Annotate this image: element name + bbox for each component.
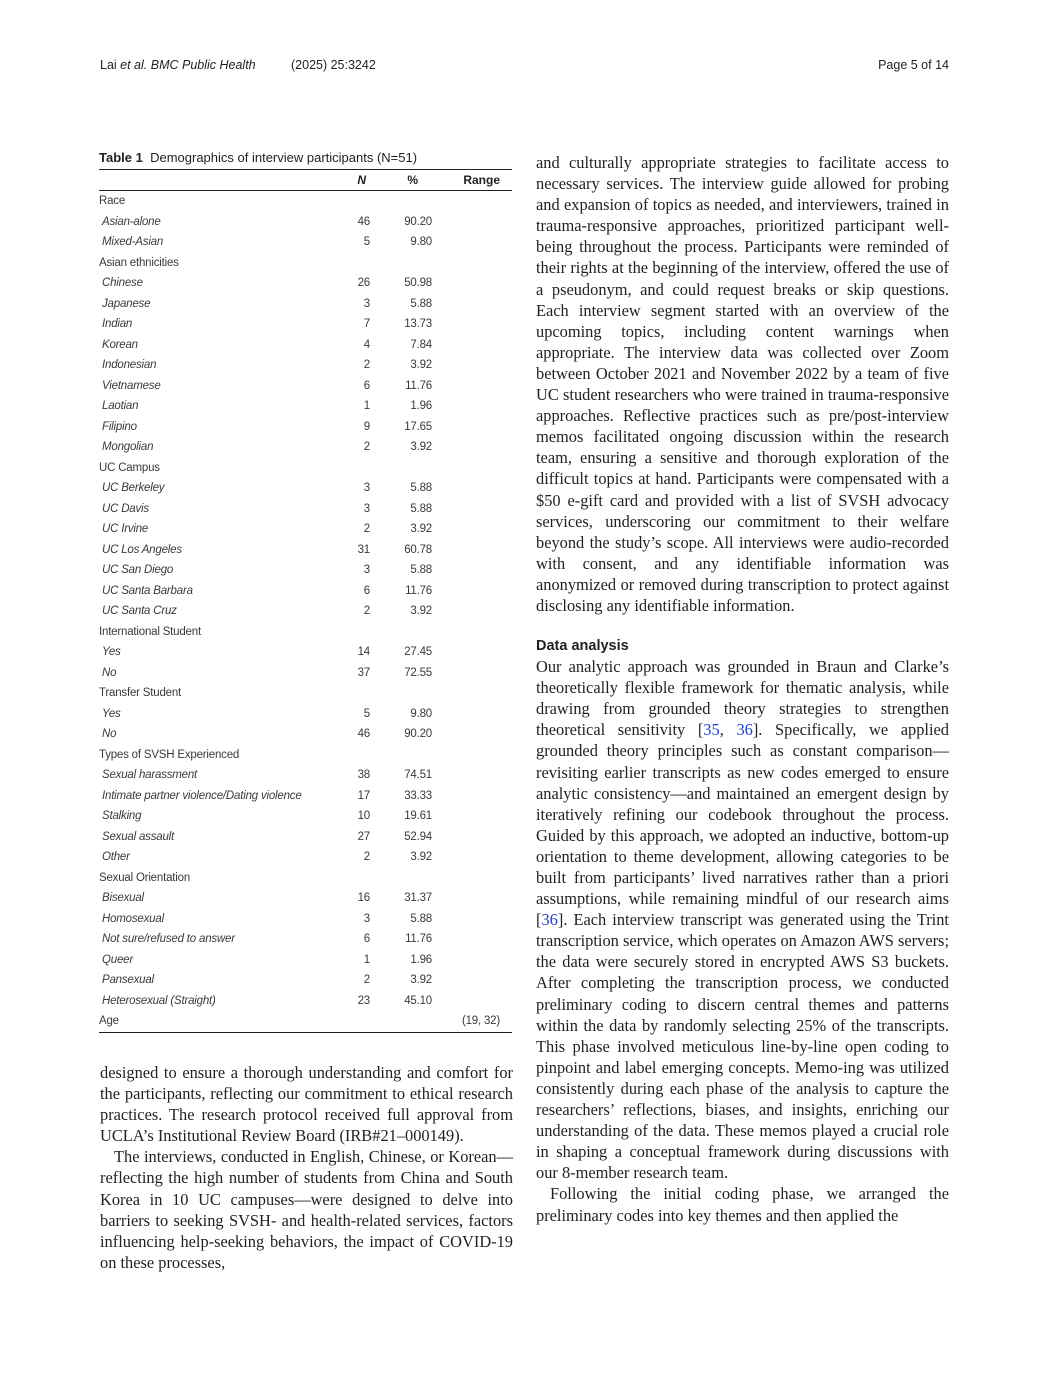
table-row — [99, 991, 512, 1012]
table-row — [99, 847, 512, 868]
cell-label: Bisexual — [102, 892, 144, 905]
cell-n — [340, 191, 370, 212]
paragraph: Following the initial coding phase, we arranged the preliminary codes into key themes and then applied the — [536, 1184, 949, 1225]
cell-label: Indonesian — [102, 359, 157, 372]
table-row — [99, 519, 512, 540]
cell-range — [432, 273, 512, 294]
cell-range — [432, 950, 512, 971]
cell-n: 3 — [363, 564, 370, 577]
cell-label: Queer — [102, 953, 133, 966]
cell-label: Korean — [102, 338, 138, 351]
cell-n: 31 — [357, 543, 370, 556]
cell-n: 2 — [363, 359, 370, 372]
cell-label: Japanese — [102, 297, 151, 310]
table-row — [99, 294, 512, 315]
cell-label: Age — [99, 1011, 340, 1032]
cell-range — [432, 437, 512, 458]
cell-label: Types of SVSH Experienced — [99, 748, 240, 761]
table-row — [99, 581, 512, 602]
volume-info: (2025) 25:3242 — [291, 58, 376, 72]
journal-citation: Lai et al. BMC Public Health — [100, 58, 256, 72]
cell-percent: 3.92 — [410, 441, 432, 454]
cell-percent: 11.76 — [405, 584, 432, 597]
table-row — [99, 704, 512, 725]
cell-percent: 9.80 — [410, 707, 432, 720]
left-column-text — [100, 1062, 513, 1273]
table-row — [99, 642, 512, 663]
cell-range — [432, 314, 512, 335]
table-row — [99, 376, 512, 397]
paragraph: Our analytic approach was grounded in Braun and Clarke’s theoretically flexible framework for thematic analysis, while drawing from grounded theory strategies to strengthen theoretical sensitivity [35, 36]. Specifically, we applied grounded theory principles such as constant comparison—revisiting earlier transcripts as new codes emerged to ensure analytic consistency—and maintained an emergent design by iteratively refining our codebook throughout the process. Guided by this approach, we adopted an inductive, bottom-up orientation to theme development, allowing categories to be built from participants’ lived narratives rather than a priori assumptions, while remaining mindful of our research aims [36]. Each interview transcript was generated using the Trint transcription service, which operates on Amazon AWS servers; the data were securely stored in encrypted AWS S3 buckets. After completing the transcription process, we conducted preliminary coding to discern central themes and patterns within the data by randomly selecting 25% of the transcripts. This phase involved meticulous line-by-line open coding to pinpoint and label emerging concepts. Memo-ing was utilized consistently during each phase of the analysis to capture the researchers’ reflections, biases, and insights, enriching our understanding of the data. These memos played a crucial role in shaping a conceptual framework during discussions with our 8-member research team. — [536, 657, 949, 1183]
cell-label: Intimate partner violence/Dating violence — [102, 789, 302, 802]
citation-link[interactable]: 36 — [541, 910, 558, 930]
cell-label: UC Santa Barbara — [102, 584, 193, 597]
cell-n: 7 — [363, 318, 370, 331]
cell-label: Heterosexual (Straight) — [102, 994, 216, 1007]
header-empty — [99, 170, 340, 191]
cell-percent — [370, 253, 432, 274]
table-row — [99, 950, 512, 971]
table-row — [99, 806, 512, 827]
cell-range — [432, 724, 512, 745]
header-range: Range — [432, 170, 512, 191]
cell-n — [340, 458, 370, 479]
cell-label: Mongolian — [102, 441, 154, 454]
cell-percent — [370, 745, 432, 766]
cell-label: Not sure/refused to answer — [102, 933, 235, 946]
table-row — [99, 909, 512, 930]
cell-percent: 9.80 — [410, 236, 432, 249]
cell-percent: 90.20 — [404, 728, 432, 741]
cell-range — [432, 335, 512, 356]
table-row — [99, 335, 512, 356]
cell-percent: 27.45 — [404, 646, 432, 659]
right-column-text — [536, 152, 949, 1226]
cell-percent: 72.55 — [404, 666, 432, 679]
cell-percent: 5.88 — [410, 297, 432, 310]
cell-n: 4 — [363, 338, 370, 351]
cell-label: Yes — [102, 707, 121, 720]
cell-label: Pansexual — [102, 974, 154, 987]
paragraph: designed to ensure a thorough understanding and comfort for the participants, reflecting our commitment to ethical research practices. The research protocol received full approval from UCLA’s Institutional Review Board (IRB#21–000149). — [100, 1063, 513, 1146]
table-row — [99, 929, 512, 950]
cell-n: 46 — [357, 215, 370, 228]
table-row — [99, 396, 512, 417]
cell-label: Other — [102, 851, 130, 864]
section-heading-data-analysis: Data analysis — [536, 638, 629, 655]
cell-n — [340, 745, 370, 766]
cell-label: UC Santa Cruz — [102, 605, 177, 618]
cell-n — [340, 253, 370, 274]
cell-percent: 3.92 — [410, 605, 432, 618]
paragraph: and culturally appropriate strategies to facilitate access to necessary services. The interview guide allowed for probing and expansion of topics as needed, and interviewers, trained in trauma-responsive approaches, prioritized participant well-being throughout the process. Participants were reminded of their rights at the beginning of the interview, offered the use of a pseudonym, and could request breaks or skip questions. Each interview segment started with an overview of the upcoming topics, including content warnings when appropriate. The interview data was collected over Zoom between October 2021 and November 2022 by a team of five UC student researchers who were trained in trauma-responsive approaches. Reflective practices such as pre/post-interview memos facilitated ongoing discussion within the research team, ensuring a sensitive and thorough exploration of the difficult topics at hand. Participants were compensated with a $50 e-gift card and provided with a list of SVSH advocacy services, underscoring our commitment to their welfare beyond the study’s scope. All interviews were audio-recorded with consent, and any identifiable information was anonymized or removed during transcription to protect against disclosing any identifiable information. — [536, 153, 949, 615]
cell-n: 14 — [357, 646, 370, 659]
cell-range — [432, 253, 512, 274]
cell-n: 5 — [363, 707, 370, 720]
cell-range — [432, 540, 512, 561]
cell-n: 2 — [363, 851, 370, 864]
cell-percent: 5.88 — [410, 502, 432, 515]
table-row — [99, 765, 512, 786]
table-row — [99, 355, 512, 376]
cell-label: Indian — [102, 318, 133, 331]
cell-range — [432, 458, 512, 479]
table-row — [99, 314, 512, 335]
cell-n: 37 — [357, 666, 370, 679]
table-body — [99, 191, 512, 1033]
table-category-row — [99, 191, 512, 212]
table-category-row — [99, 622, 512, 643]
cell-percent: 90.20 — [404, 215, 432, 228]
cell-label: UC Irvine — [102, 523, 149, 536]
cell-label: UC Los Angeles — [102, 543, 182, 556]
cell-percent: 50.98 — [404, 277, 432, 290]
cell-range — [432, 909, 512, 930]
cell-range — [432, 765, 512, 786]
cell-n: 46 — [357, 728, 370, 741]
table-row — [99, 724, 512, 745]
cell-range — [432, 601, 512, 622]
cell-n: 6 — [363, 379, 370, 392]
cell-percent: 3.92 — [410, 523, 432, 536]
cell-percent: 33.33 — [404, 789, 432, 802]
cell-n — [340, 868, 370, 889]
cell-range — [432, 704, 512, 725]
cell-n: 3 — [363, 297, 370, 310]
cell-label: UC Davis — [102, 502, 149, 515]
cell-n: 2 — [363, 441, 370, 454]
cell-percent — [370, 868, 432, 889]
table-row — [99, 888, 512, 909]
table-row — [99, 827, 512, 848]
cell-range — [432, 888, 512, 909]
cell-n: 27 — [357, 830, 370, 843]
cell-percent: 11.76 — [405, 379, 432, 392]
cell-label: Sexual harassment — [102, 769, 198, 782]
cell-n: 17 — [357, 789, 370, 802]
cell-percent: 5.88 — [410, 482, 432, 495]
cell-n: 10 — [357, 810, 370, 823]
cell-n: 6 — [363, 584, 370, 597]
cell-range — [432, 991, 512, 1012]
cell-range — [432, 499, 512, 520]
cell-range — [432, 191, 512, 212]
table-row — [99, 786, 512, 807]
cell-label: International Student — [99, 625, 201, 638]
cell-range — [432, 417, 512, 438]
cell-percent: 13.73 — [404, 318, 432, 331]
cell-range — [432, 212, 512, 233]
table-row — [99, 273, 512, 294]
cell-range — [432, 683, 512, 704]
cell-n: 2 — [363, 974, 370, 987]
table-row — [99, 560, 512, 581]
cell-range — [432, 622, 512, 643]
cell-label: Vietnamese — [102, 379, 161, 392]
citation-link[interactable]: 36 — [736, 720, 753, 740]
cell-range — [432, 642, 512, 663]
cell-percent: 3.92 — [410, 851, 432, 864]
cell-percent: 5.88 — [410, 912, 432, 925]
cell-n: 1 — [363, 953, 370, 966]
table-row — [99, 540, 512, 561]
cell-percent: 31.37 — [404, 892, 432, 905]
cell-n — [340, 1011, 370, 1032]
cell-range — [432, 519, 512, 540]
cell-n: 6 — [363, 933, 370, 946]
cell-label: Chinese — [102, 277, 143, 290]
cell-n: 16 — [357, 892, 370, 905]
cell-label: Mixed-Asian — [102, 236, 164, 249]
cell-range — [432, 868, 512, 889]
cell-label: Yes — [102, 646, 121, 659]
paragraph: The interviews, conducted in English, Chinese, or Korean—reflecting the high number of students from China and South Korea in 10 UC campuses—were designed to delve into barriers to seeking SVSH- and health-related services, factors influencing help-seeking behaviors, the impact of COVID-19 on these processes, — [100, 1147, 513, 1272]
cell-range — [432, 847, 512, 868]
cell-n: 3 — [363, 482, 370, 495]
cell-range: (19, 32) — [432, 1011, 512, 1032]
cell-percent: 11.76 — [405, 933, 432, 946]
cell-range — [432, 745, 512, 766]
cell-n: 2 — [363, 523, 370, 536]
table-row — [99, 232, 512, 253]
cell-label: Sexual assault — [102, 830, 174, 843]
cell-percent: 5.88 — [410, 564, 432, 577]
cell-label: Laotian — [102, 400, 139, 413]
demographics-table — [99, 169, 512, 1033]
cell-n: 1 — [363, 400, 370, 413]
table-category-row — [99, 253, 512, 274]
table-row — [99, 437, 512, 458]
cell-percent: 17.65 — [404, 420, 432, 433]
cell-label: Homosexual — [102, 912, 164, 925]
cell-percent: 74.51 — [404, 769, 432, 782]
table-row — [99, 499, 512, 520]
table-row — [99, 417, 512, 438]
cell-range — [432, 355, 512, 376]
cell-percent: 19.61 — [404, 810, 432, 823]
table-title: Demographics of interview participants (N=51) — [150, 150, 418, 165]
cell-range — [432, 827, 512, 848]
cell-percent — [370, 191, 432, 212]
cell-label: Race — [99, 195, 126, 208]
cell-label: UC San Diego — [102, 564, 174, 577]
cell-percent — [370, 1011, 432, 1032]
cell-percent: 1.96 — [410, 953, 432, 966]
cell-range — [432, 294, 512, 315]
cell-label: Stalking — [102, 810, 142, 823]
cell-range — [432, 232, 512, 253]
cell-range — [432, 396, 512, 417]
cell-n: 2 — [363, 605, 370, 618]
table-row — [99, 212, 512, 233]
cell-percent — [370, 458, 432, 479]
cell-range — [432, 581, 512, 602]
cell-range — [432, 376, 512, 397]
cell-range — [432, 786, 512, 807]
cell-n: 3 — [363, 502, 370, 515]
table-header-row — [99, 170, 512, 191]
demographics-table-block — [99, 149, 512, 1033]
cell-percent: 1.96 — [410, 400, 432, 413]
table-category-row — [99, 1011, 512, 1032]
cell-range — [432, 663, 512, 684]
table-row — [99, 601, 512, 622]
cell-range — [432, 929, 512, 950]
cell-percent — [370, 683, 432, 704]
cell-n: 3 — [363, 912, 370, 925]
cell-percent: 3.92 — [410, 359, 432, 372]
running-header — [100, 58, 949, 78]
cell-label: Sexual Orientation — [99, 871, 191, 884]
header-percent: % — [370, 170, 432, 191]
table-category-row — [99, 868, 512, 889]
cell-range — [432, 970, 512, 991]
cell-percent: 3.92 — [410, 974, 432, 987]
cell-label: Asian-alone — [102, 215, 161, 228]
cell-n: 38 — [357, 769, 370, 782]
cell-percent: 7.84 — [410, 338, 432, 351]
cell-percent: 45.10 — [404, 994, 432, 1007]
cell-percent — [370, 622, 432, 643]
cell-range — [432, 560, 512, 581]
table-label: Table 1 — [99, 150, 143, 165]
cell-percent: 60.78 — [404, 543, 432, 556]
header-n: N — [340, 170, 370, 191]
cell-label: UC Berkeley — [102, 482, 165, 495]
cell-n: 26 — [357, 277, 370, 290]
cell-label: Filipino — [102, 420, 137, 433]
table-category-row — [99, 683, 512, 704]
cell-n — [340, 622, 370, 643]
cell-n: 5 — [363, 236, 370, 249]
table-caption — [99, 149, 512, 167]
cell-label: No — [102, 728, 117, 741]
cell-label: UC Campus — [99, 461, 160, 474]
cell-percent: 52.94 — [404, 830, 432, 843]
citation-link[interactable]: 35 — [703, 720, 720, 740]
table-row — [99, 970, 512, 991]
table-row — [99, 478, 512, 499]
cell-range — [432, 478, 512, 499]
page-number: Page 5 of 14 — [878, 58, 949, 72]
cell-label: No — [102, 666, 117, 679]
cell-range — [432, 806, 512, 827]
table-row — [99, 663, 512, 684]
cell-n — [340, 683, 370, 704]
cell-n: 23 — [357, 994, 370, 1007]
table-category-row — [99, 458, 512, 479]
table-category-row — [99, 745, 512, 766]
cell-label: Transfer Student — [99, 687, 182, 700]
cell-label: Asian ethnicities — [99, 256, 179, 269]
cell-n: 9 — [363, 420, 370, 433]
